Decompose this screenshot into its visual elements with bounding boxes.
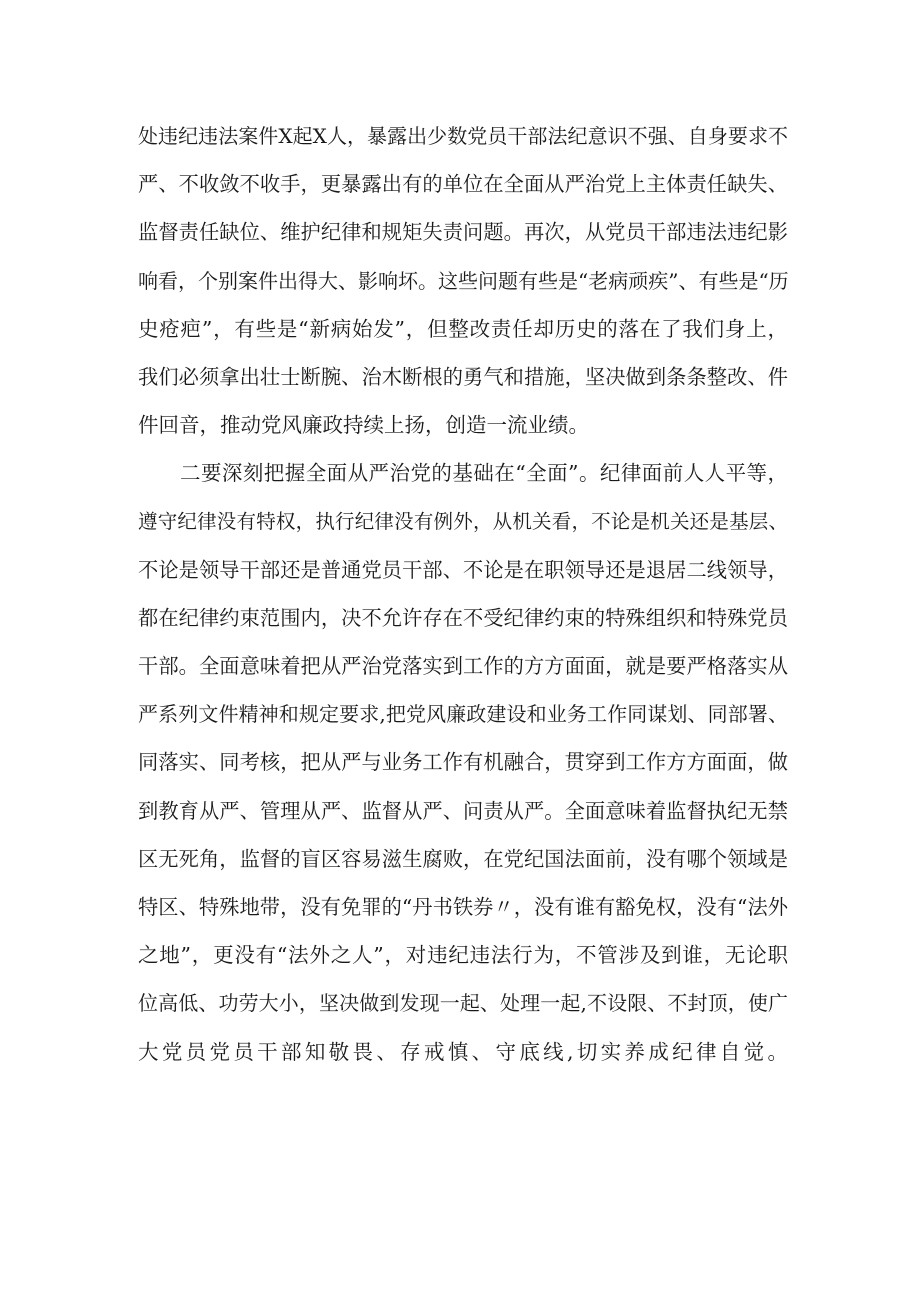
text-line: 二要深刻把握全面从严治党的基础在“全面”。纪律面前人人平等， [180, 461, 788, 486]
text-line: 我们必须拿出壮士断腕、治木断根的勇气和措施，坚决做到条条整改、件 [138, 364, 788, 389]
text-line: 监督责任缺位、维护纪律和规矩失责问题。再次，从党员干部违法违纪影 [138, 220, 788, 245]
paragraph-1 [138, 112, 788, 449]
text-line: 同落实、同考核，把从严与业务工作有机融合，贯穿到工作方方面面，做 [138, 750, 788, 775]
text-line: 大党员党员干部知敬畏、存戒慎、守底线,切实养成纪律自觉。 [138, 1039, 788, 1064]
text-line: 干部。全面意味着把从严治党落实到工作的方方面面，就是要严格落实从 [138, 654, 788, 679]
text-line: 遵守纪律没有特权，执行纪律没有例外，从机关看，不论是机关还是基层、 [138, 509, 788, 533]
document-body [138, 112, 788, 1124]
text-line: 都在纪律约束范围内，决不允许存在不受纪律约束的特殊组织和特殊党员 [138, 605, 788, 630]
text-line: 之地”，更没有“法外之人”，对违纪违法行为，不管涉及到谁，无论职 [138, 943, 788, 968]
paragraph-2 [138, 449, 788, 1124]
text-line: 响看，个别案件出得大、影响坏。这些问题有些是“老病顽疾”、有些是“历 [138, 268, 789, 293]
text-line: 严、不收敛不收手，更暴露出有的单位在全面从严治党上主体责任缺失、 [138, 172, 788, 197]
text-line [138, 1076, 788, 1124]
text-line: 位高低、功劳大小，坚决做到发现一起、处理一起,不设限、不封顶，使广 [138, 991, 788, 1016]
text-line: 史疮疤”，有些是“新病始发”，但整改责任却历史的落在了我们身上， [138, 316, 788, 341]
text-line: 件回音，推动党风廉政持续上扬，创造一流业绩。 [138, 413, 589, 438]
text-line: 到教育从严、管理从严、监督从严、问责从严。全面意味着监督执纪无禁 [138, 798, 788, 823]
text-line: 处违纪违法案件X起X人，暴露出少数党员干部法纪意识不强、自身要求不 [138, 124, 788, 148]
text-line: 不论是领导干部还是普通党员干部、不论是在职领导还是退居二线领导， [138, 557, 788, 582]
text-line: 特区、特殊地带，没有免罪的“丹书铁券〃，没有谁有豁免权，没有“法外 [138, 895, 788, 919]
text-line: 区无死角，监督的盲区容易滋生腐败，在党纪国法面前，没有哪个领域是 [138, 846, 788, 871]
text-line: 严系列文件精神和规定要求,把党风廉政建设和业务工作同谋划、同部署、 [138, 702, 788, 727]
